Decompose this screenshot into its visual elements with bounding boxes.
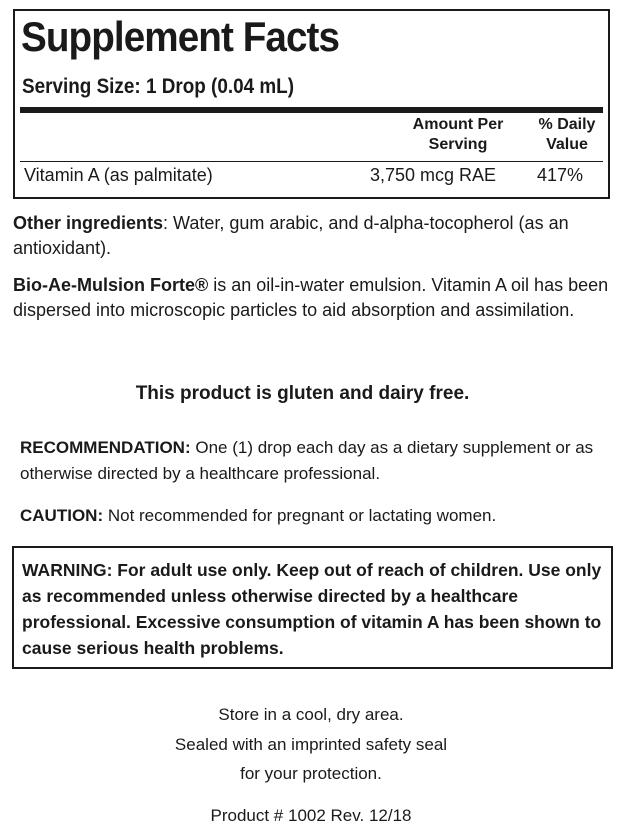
recommendation-text: One (1) drop each day as a dietary supplement or as otherwise directed by a healthcare professional. bbox=[20, 438, 594, 483]
nutrient-amount: 3,750 mcg RAE bbox=[370, 165, 497, 185]
storage-line-2: Sealed with an imprinted safety seal bbox=[174, 735, 448, 754]
serving-size: Serving Size: 1 Drop (0.04 mL) bbox=[22, 75, 295, 98]
storage-line-3: for your protection. bbox=[240, 764, 382, 783]
description-text: is an oil-in-water emulsion. Vitamin A oil has been dispersed into microscopic particles to aid absorption and assimilation. bbox=[13, 275, 609, 320]
recommendation bbox=[20, 435, 618, 487]
recommendation-label: RECOMMENDATION: bbox=[20, 438, 191, 457]
warning-box bbox=[12, 546, 613, 669]
gluten-dairy-statement: This product is gluten and dairy free. bbox=[135, 383, 470, 404]
product-description bbox=[13, 273, 613, 323]
thick-divider bbox=[20, 107, 603, 113]
nutrient-name: Vitamin A (as palmitate) bbox=[24, 165, 213, 185]
nutrient-daily-value: 417% bbox=[537, 165, 584, 185]
brand-name: Bio-Ae-Mulsion Forte® bbox=[13, 275, 209, 295]
caution-label: CAUTION: bbox=[20, 506, 104, 525]
facts-title: Supplement Facts bbox=[21, 13, 340, 60]
supplement-facts-panel bbox=[13, 9, 610, 199]
product-number: Product # 1002 Rev. 12/18 bbox=[210, 806, 412, 825]
thin-divider bbox=[20, 161, 603, 162]
storage-line-1: Store in a cool, dry area. bbox=[218, 705, 404, 724]
warning-text: WARNING: For adult use only. Keep out of reach of children. Use only as recommended unless otherwise directed by a healthcare professional. Excessive consumption of vitamin A has been shown to cause serious health problems. bbox=[22, 560, 602, 658]
caution bbox=[20, 503, 618, 529]
caution-text: Not recommended for pregnant or lactating women. bbox=[103, 506, 497, 525]
header-amount-per-serving: Amount Per Serving bbox=[412, 116, 504, 153]
header-daily-value: % Daily Value bbox=[538, 116, 596, 153]
other-ingredients-label: Other ingredients bbox=[13, 213, 164, 233]
other-ingredients-text: : Water, gum arabic, and d-alpha-tocopherol (as an antioxidant). bbox=[13, 213, 569, 258]
other-ingredients bbox=[13, 211, 613, 261]
